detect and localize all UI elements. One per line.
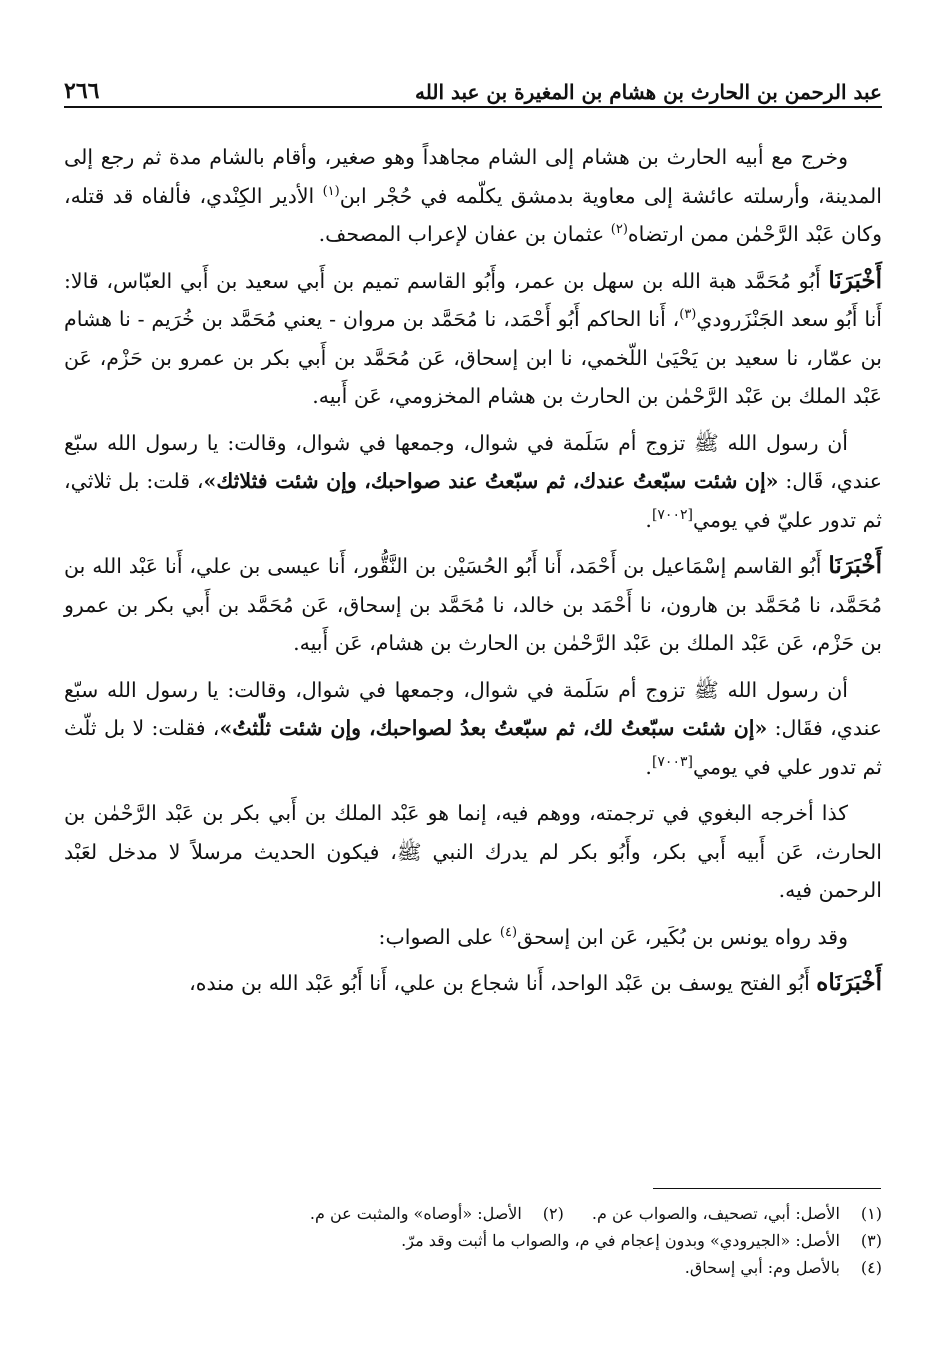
page-header — [64, 60, 882, 104]
text-run: ، فقلت: لا بل ثلّث ثم تدور علي في يومي — [64, 716, 882, 779]
page-number: ٢٦٦ — [64, 78, 100, 104]
footnote-1 — [592, 1200, 882, 1227]
text-run: كذا أخرجه البغوي في ترجمته، ووهم فيه، إنما هو عَبْد الملك بن أَبي بكر بن عَبْد الرَّحْمٰن بن الحارث، عَن أَبيه أَبي بكر، وأَبُو بكر لم يدرك النبي ﷺ، فيكون الحديث مرسلاً لا مدخل لعَبْد الرحمن فيه. — [64, 801, 882, 902]
footnote-marker-1[interactable]: (١) — [322, 183, 340, 199]
text-run: ، أَنا الحاكم أَبُو أَحْمَد، نا مُحَمَّد بن مروان - يعني مُحَمَّد بن خُرَيم - نا هشام بن عمّار، نا سعيد بن يَحْيَىٰ اللّخمي، نا ابن إسحاق، عَن مُحَمَّد بن أَبي بكر بن عمرو بن حَزْم، عَن عَبْد الملك بن عَبْد الرَّحْمٰن بن الحارث بن هشام المخزومي، عَن أَبيه. — [64, 307, 882, 408]
hadith-number: [٧٠٠٣] — [651, 753, 693, 770]
footnote-number: (٣) — [860, 1231, 882, 1250]
text-run: أن رسول الله ﷺ تزوج أم سَلَمة في شوال، وجمعها في شوال، وقالت: يا رسول الله سبّع عندي، فقَال: — [64, 677, 883, 740]
paragraph-2-isnad — [64, 262, 882, 416]
footnote-row — [64, 1200, 882, 1227]
footnote-text: الأصل: «أوصاه» والمثبت عن م. — [309, 1204, 522, 1223]
text-run: أَبُو مُحَمَّد هبة الله بن سهل بن عمر، وأَبُو القاسم تميم بن أَبي سعيد بن أَبي العبّاس، قالا: أَنا أَبُو سعد الجَنْزَرودي — [64, 268, 882, 331]
footnote-number: (٢) — [542, 1204, 564, 1223]
header-rule — [64, 106, 882, 108]
paragraph-4-isnad — [64, 547, 882, 663]
footnote-3 — [401, 1227, 882, 1254]
akhbarana-keyword: أَخْبَرَنَاه — [816, 969, 882, 996]
paragraph-8-isnad — [64, 964, 882, 1003]
footnote-4 — [685, 1254, 882, 1281]
paragraph-5-hadith — [64, 671, 882, 787]
text-run: الأدير الكِنْدي، فألفاه قد قتله، وكان عَبْد الرَّحْمٰن ممن ارتضاه — [64, 183, 882, 246]
footnote-row — [64, 1227, 882, 1254]
text-run: وخرج مع أبيه الحارث بن هشام إلى الشام مجاهداً وهو صغير، وأقام بالشام مدة ثم رجع إلى المدينة، وأرسلته عائشة إلى معاوية بدمشق يكلّمه في حُجْر ابن — [64, 145, 882, 208]
footnote-marker-2[interactable]: (٢) — [610, 222, 628, 238]
footnotes — [64, 1200, 882, 1281]
running-head: عبد الرحمن بن الحارث بن هشام بن المغيرة بن عبد الله — [415, 80, 882, 104]
footnote-number: (١) — [860, 1204, 882, 1223]
footnote-text: الأصل: أبي، تصحيف، والصواب عن م. — [591, 1204, 840, 1223]
text-run: عثمان بن عفان لإعراب المصحف. — [318, 222, 611, 246]
text-run: أن رسول الله ﷺ تزوج أم سَلَمة في شوال، وجمعها في شوال، وقالت: يا رسول الله سبّع عندي، قَال: — [64, 430, 882, 493]
footnote-separator — [653, 1188, 881, 1189]
hadith-quote: «إن شئت سبّعتُ لك، ثم سبّعتُ بعدُ لصواحبك، وإن شئت ثلّثتُ» — [219, 716, 768, 740]
hadith-number: [٧٠٠٢] — [651, 506, 693, 523]
footnote-number: (٤) — [860, 1258, 882, 1277]
text-run: وقد رواه يونس بن بُكَير، عَن ابن إسحق — [517, 924, 848, 949]
hadith-quote: «إن شئت سبّعتُ عندك، ثم سبّعتُ عند صواحبك، وإن شئت فثلاثك» — [203, 469, 779, 493]
akhbarana-keyword: أَخْبَرَنَا — [828, 552, 882, 579]
footnote-marker-3[interactable]: (٣) — [679, 307, 697, 323]
footnote-text: الأصل: «الجيرودي» وبدون إعجام في م، والصواب ما أثبت وقد مرّ. — [401, 1231, 840, 1250]
footnote-marker-4[interactable]: (٤) — [499, 924, 518, 940]
footnote-row — [64, 1254, 882, 1281]
footnote-text: بالأصل وم: أبي إسحاق. — [684, 1258, 840, 1277]
main-text — [64, 138, 882, 1011]
paragraph-1 — [64, 138, 882, 254]
text-run: ، قلت: بل ثلاثي، ثم تدور عليّ في يومي — [64, 469, 882, 532]
text-run: . — [645, 507, 652, 532]
paragraph-7 — [64, 918, 882, 957]
akhbarana-keyword: أَخْبَرَنَا — [828, 266, 882, 294]
text-run: . — [645, 754, 652, 779]
text-run: أَبُو القاسم إسْمَاعيل بن أَحْمَد، أَنا أَبُو الحُسَيْن بن النَّقُّور، أَنا عيسى بن علي، أَنا عَبْد الله بن مُحَمَّد، نا مُحَمَّد بن هارون، نا أَحْمَد بن خالد، نا مُحَمَّد بن إسحاق، عَن مُحَمَّد بن أَبي بكر بن عمرو بن حَزْم، عَن عَبْد الملك بن عَبْد الرَّحْمٰن بن الحارث بن هشام، عَن أَبيه. — [64, 554, 882, 655]
footnote-2 — [310, 1200, 564, 1227]
paragraph-6-commentary — [64, 794, 882, 910]
paragraph-3-hadith — [64, 424, 882, 540]
text-run: على الصواب: — [378, 924, 500, 949]
text-run: أَبُو الفتح يوسف بن عَبْد الواحد، أَنا شجاع بن علي، أَنا أَبُو عَبْد الله بن منده، — [189, 971, 817, 995]
